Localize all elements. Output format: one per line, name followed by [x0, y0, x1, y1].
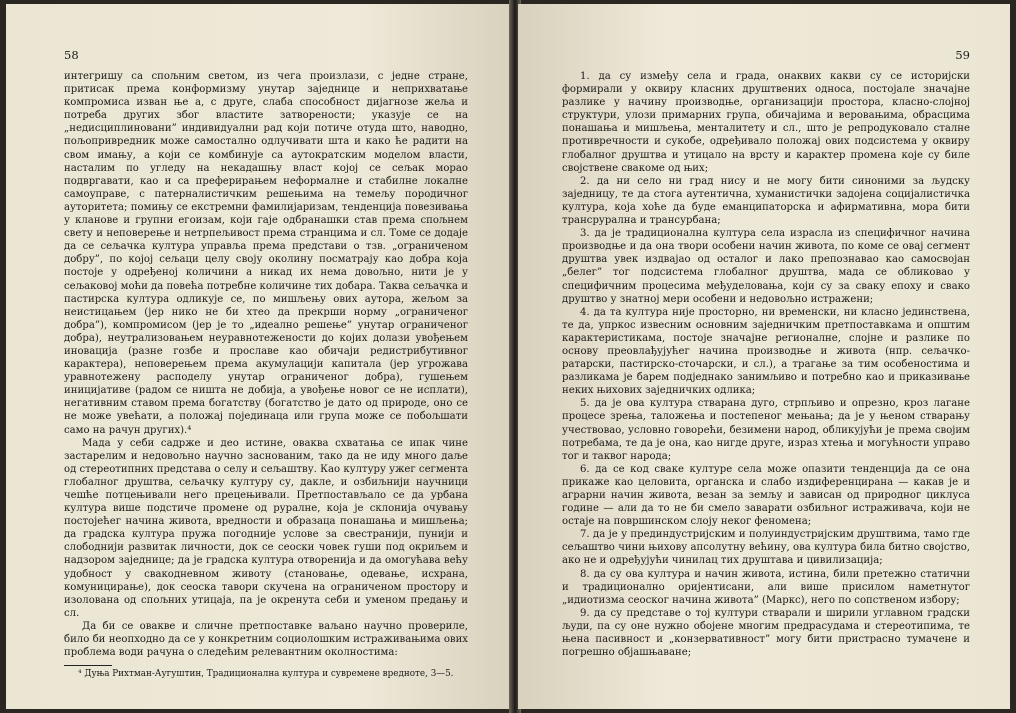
left-page: [6, 4, 512, 709]
left-page-body: [64, 70, 468, 659]
paragraph: Да би се овакве и сличне претпоставке ваљано научно провериле, било би неопходно да се у конкретним социолошким истраживањима ових проблема води рачуна о следећим релевантним околностима:: [64, 620, 468, 659]
footnote-rule: [64, 665, 112, 666]
left-page-number: 58: [64, 48, 79, 62]
list-item: 8. да су ова култура и начин живота, истина, били претежно статични и традиционално оријентисани, али више присилом наметнутог „идиотизма сеоског начина живота” (Маркс), него по сопственом избору;: [562, 568, 970, 606]
list-item: 4. да та култура није просторно, ни временски, ни класно јединствена, те да, упркос извесним основним заједничким претпоставкама и општим карактеристикама, постоје значајне регионалне, слојне и разлике по основу преовлађујућег начина производње и живота (нпр. сељачко-ратарски, пастирско-сточарски, и сл.), а трагање за тим особеностима и разликама је барем подједнако занимљиво и потребно као и приказивање неких њихових заједничких одлика;: [562, 306, 970, 397]
paragraph: Мада у себи садрже и део истине, оваква схватања се ипак чине застарелим и недовољно научно заснованим, тако да не иду много даље од стереотипних представа о селу и сељаштву. Као културу ужег сегмента глобалног друштва, сељачку културу су, дакле, и озбиљнији научници чешће потцењивали него прецењивали. Претпостављало се да урбана култура више подстиче промене од руралне, која је склонија очувању постојећег начина живота, вредности и образаца понашања и мишљења; да градска култура пружа погодније услове за свестранији, пунији и слободнији развитак личности, док се сеоски човек гуши под окриљем и надзором заједнице; да је градска култура отворенија и да омогућава већу удобност у свакодневном животу (становање, одевање, исхрана, комуницирање), док сеоска тавори скучена на ограниченом простору и изолована од спољних утицаја, па је окренута себи и уменом предању и сл.: [64, 437, 468, 619]
right-page: [518, 4, 1010, 709]
list-item: 5. да је ова култура стварана дуго, стрпљиво и опрезно, кроз лагане процесе зрења, таложења и постепеног мењања; да је у њеном стварању учествовао, условно говорећи, безимени народ, обликујући је према својим потребама, те да је она, као нигде друге, израз хтења и могућности управо тог и таквог народа;: [562, 398, 970, 462]
paragraph: интегришу са спољним светом, из чега произлази, с једне стране, притисак према конформизму унутар заједнице и неприхватање компромиса изван ње а, с друге, слаба способност дијагнозе жеља и потреба других због властите затворености; указује се на „недисциплиновани” индивидуални рад који потиче отуда што, наводно, пољопривредник може самостално одлучивати шта и како ће радити на свом имању, а који се комбинује са аутократским моделом власти, насталим по угледу на некадашњу власт којој се сељак морао подвргавати, као и са преферирањем неформалне и стабилне локалне самоуправе, с патерналистичким решењима на темељу породичног ауторитета; помињу се екстремни фамилијаризам, тенденција повезивања у кланове и групни егоизам, који гаје одбранашки став према спољнем свету и неповерење и нетрпељивост према странцима и сл. Томе се додаје да се сељачка култура управља према представи о тзв. „ограниченом добру”, по којој сељаци целу своју околину посматрају као добра која постоје у одређеној количини а никад их нема довољно, нити је у сељаковој моћи да повећа потребне количине тих добара. Таква сељачка и пастирска култура одликује се, по мишљењу ових аутора, жељом за неистицањем (јер нико не би хтео да прекрши норму „ограниченог добра”), компромисом (јер је то „идеално решење” унутар ограниченог добра), неутрализовањем неуравнотежености до којих долази увођењем иновација (разне гозбе и прославе као обичаји редистрибутивног карактера), неповерењем према акумулацији капитала (јер угрожава уравнотежену расподелу унутар ограниченог добра), гушењем иницијативе (радом се ништа не добија, а увођење новог се не исплати), негативним ставом према богатству (богатство је дато од природе, оно се не може увећати, а положај појединаца или група може се побољшати само на рачун других).⁴: [64, 71, 468, 436]
list-item: 3. да је традиционална култура села израсла из специфичног начина производње и да она твори особени начин живота, по коме се овај сегмент друштва увек издвајао од осталог и лако препознавао као самосвојан „белег” тог подсистема глобалног друштва, мада се обликовао у специфичним процесима међуделовања, који су за сваку епоху и свако друштво у знатној мери особени и недовољно истражени;: [562, 228, 970, 305]
list-item: 6. да се код сваке културе села може опазити тенденција да се она прикаже као целовита, органска и слабо издиференцирана — какав је и аграрни начин живота, везан за земљу и зависан од природног циклуса године — али да то не би смело заварати озбиљног истраживача, који не остаје на површинском слоју неког феномена;: [562, 463, 970, 528]
list-item: 2. да ни село ни град нису и не могу бити синоними за људску заједницу, те да стога аутентична, хуманистички задојена социјалистичка култура, која хоће да буде еманципаторска и афирмативна, мора бити трансрурална и трансурбана;: [562, 175, 970, 227]
list-item: 7. да је у прединдустријским и полуиндустријским друштвима, тамо где сељаштво чини њихову апсолутну већину, ова култура била битно својство, ако не и одређујући чинилац тих друштава и цивилизација;: [562, 529, 970, 567]
list-item: 1. да су између села и града, онаквих какви су се историјски формирали у оквиру класних друштвених односа, постојале значајне разлике у начину производње, организацији простора, класно-слојној структури, улози примарних група, обичајима и веровањима, обрасцима понашања и мишљења, менталитету и сл., што је репродуковало сталне противречности и сукобе, одређивало положај ових подсистема у оквиру глобалног друштва и утицало на врсту и карактер промена које су биле својствене свакоме од њих;: [562, 71, 970, 174]
right-page-body: [562, 70, 970, 659]
right-page-number: 59: [955, 48, 970, 62]
footnote: ⁴ Дуња Рихтман-Аугуштин, Традиционална култура и сувремене вредноте, 3—5.: [78, 669, 454, 680]
list-item: 9. да су представе о тој култури стварали и ширили углавном градски људи, па су оне нужно обојене многим предрасудама и стереотипима, те њена пасивност и „конзервативност” могу бити пристрасно тумачене и погрешно објашњаване;: [562, 607, 970, 659]
